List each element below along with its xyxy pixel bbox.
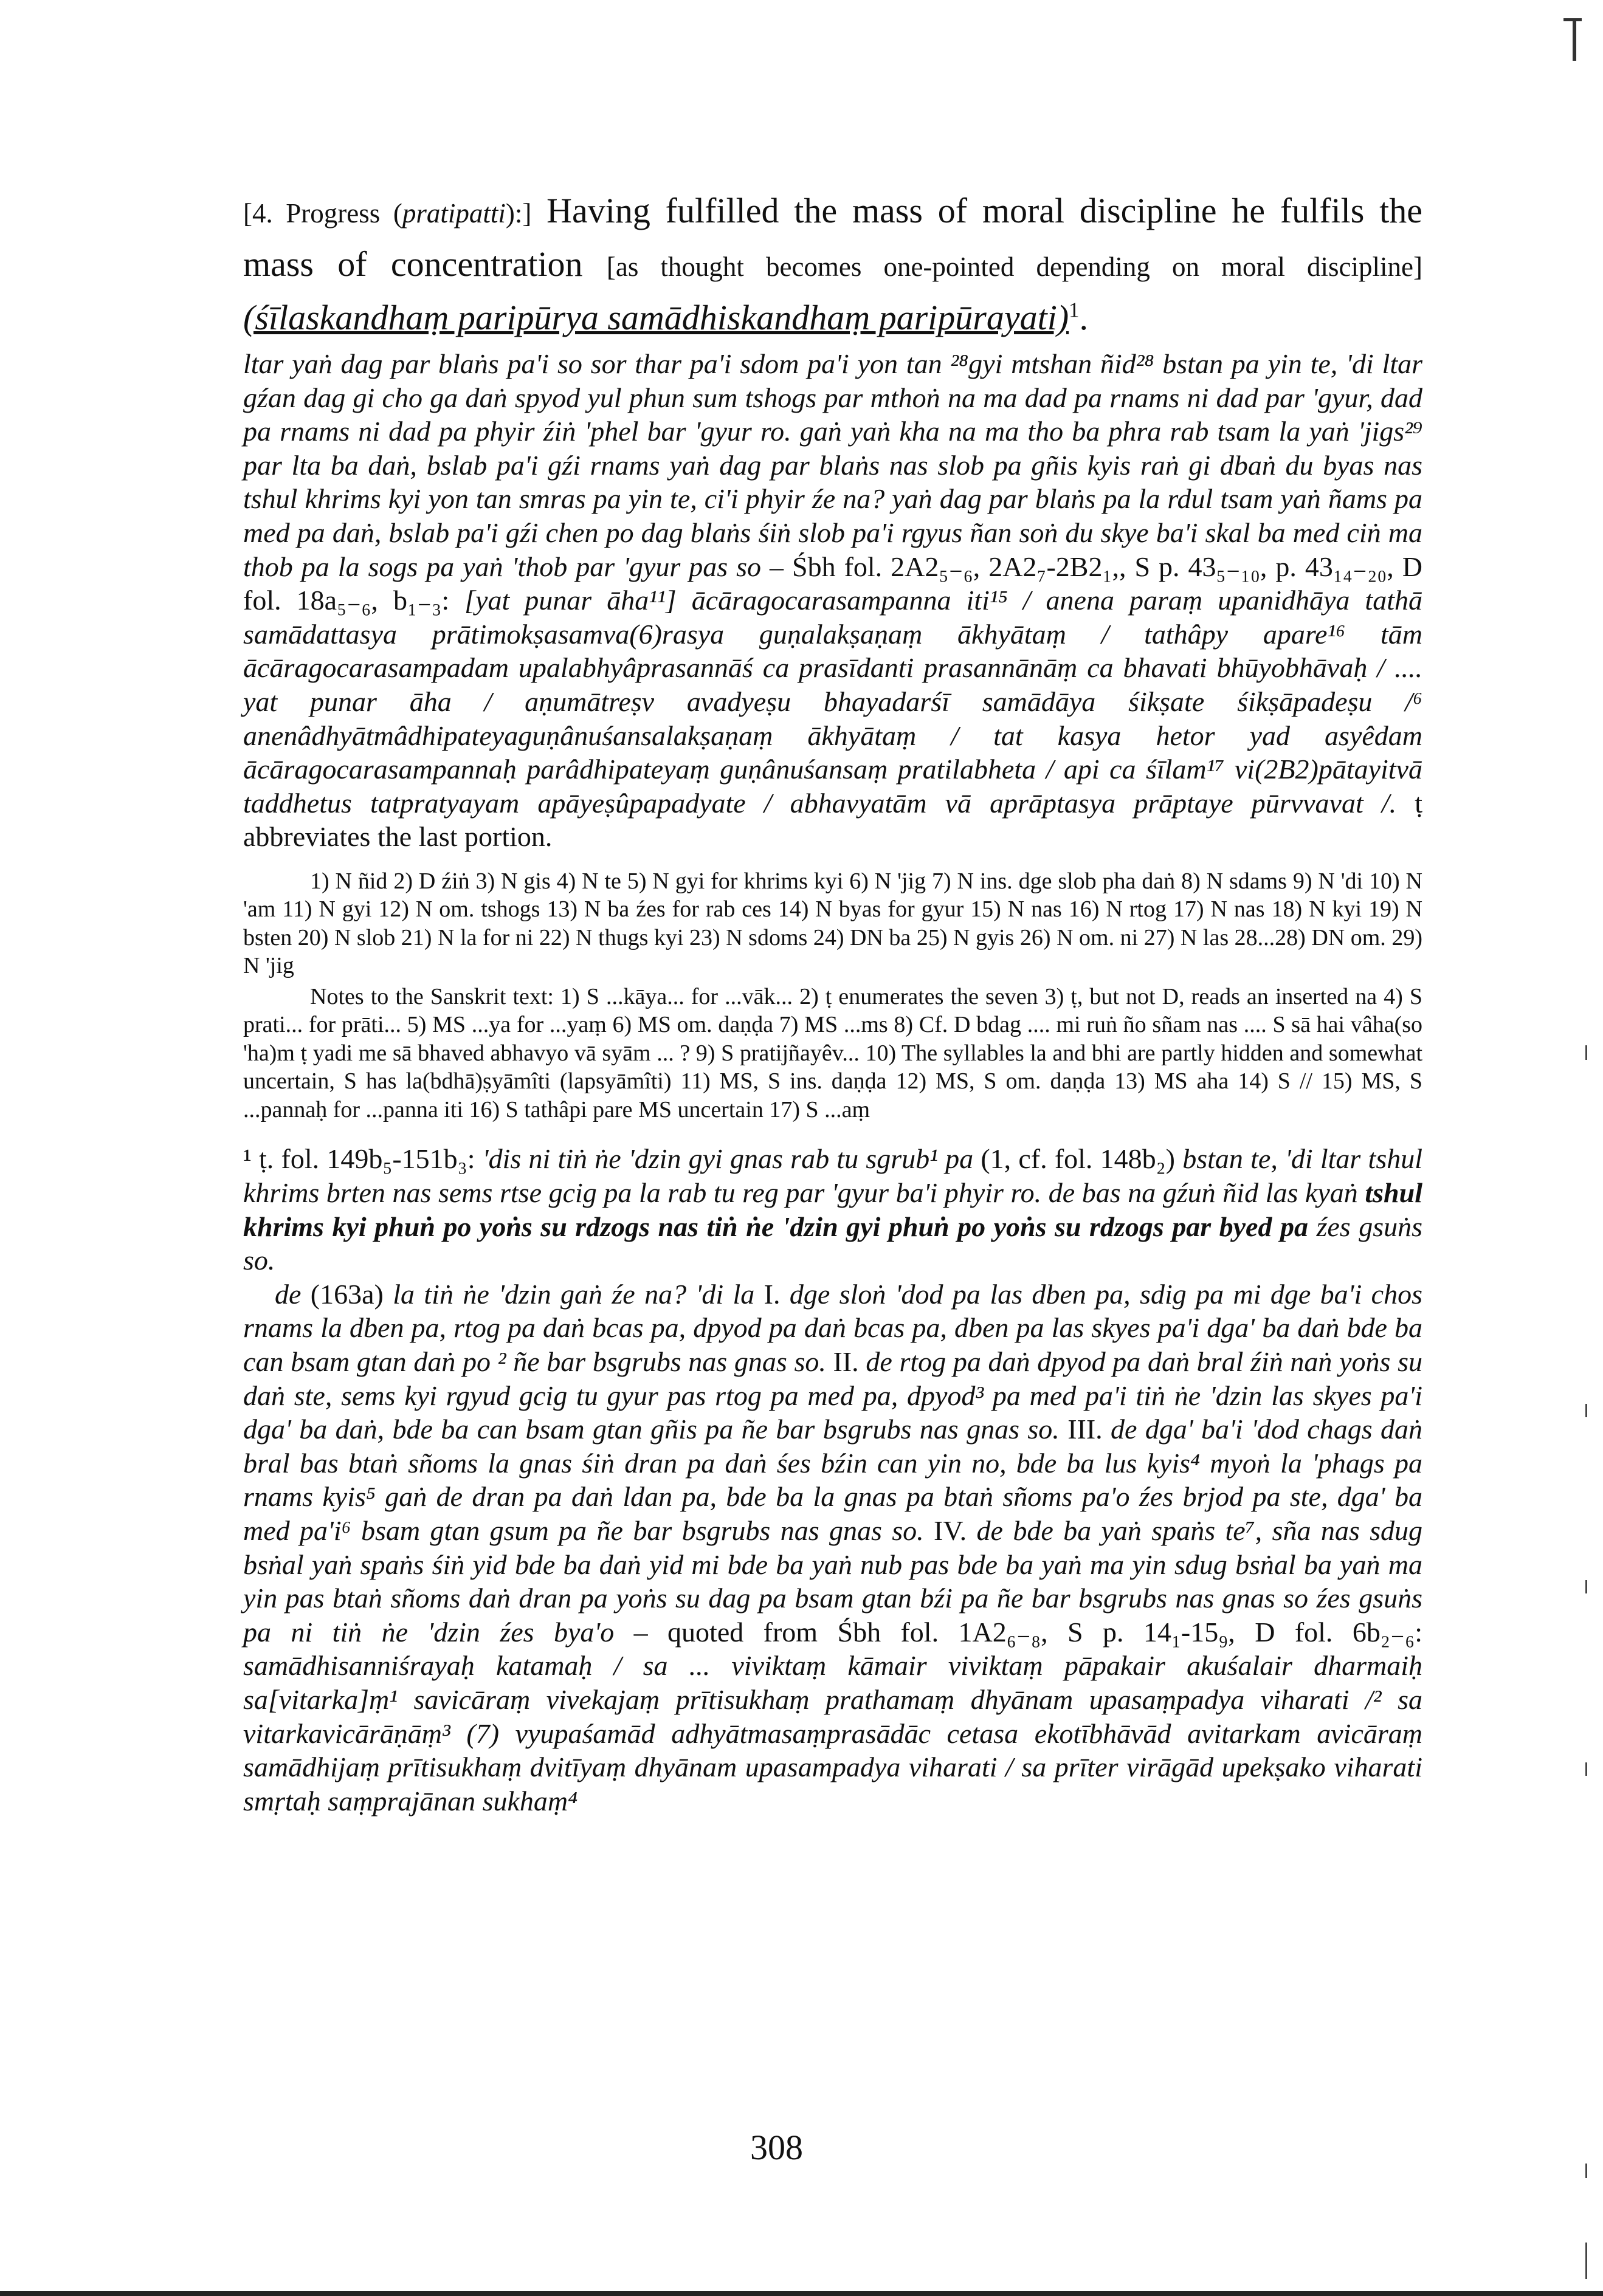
margin-tick xyxy=(1585,1580,1587,1593)
margin-tick xyxy=(1585,1762,1587,1776)
footnote-1 xyxy=(243,1142,1422,1277)
numeral-iv: IV. xyxy=(934,1514,977,1546)
margin-tick xyxy=(1585,2243,1587,2279)
margin-tick xyxy=(1585,1404,1587,1417)
source-reference: – Śbh fol. 2A2₅₋₆, 2A2₇-2B2₁,, S p. 43₅₋₁₀, p. 43₁₄₋₂₀, D fol. 18a₅₋₆, b₁₋₃: xyxy=(243,551,1422,616)
folio-ref: (163a) xyxy=(310,1278,393,1310)
footnote-ref: 1 xyxy=(1069,298,1080,322)
sanskrit-notes: Notes to the Sanskrit text: 1) S ...kāya... for ...vāk... 2) ṭ enumerates the seven 3) ṭ, but not D, reads an inserted na 4) S prati... for prāti... 5) MS ...ya for ...yaṃ 6) MS om. daṇḍa 7) MS ...ms 8) Cf. D bdag .... mi ruṅ ño sñam nas .... S sā hai vâha(so 'ha)m ṭ yadi me sā bhaved abhavyo vā syām ... ? 9) S pratijñayêv... 10) The syllables la and bhi are partly hidden and somewhat uncertain, S has la(bdhā)ṣyāmîti (lapsyāmîti) 11) MS, S ins. daṇḍa 12) MS, S om. daṇḍa 13) MS aha 14) S // 15) MS, S ...pannaḥ for ...panna iti 16) S tathâpi pare MS uncertain 17) S ...aṃ xyxy=(243,983,1422,1122)
footnote-1-ref: ¹ ṭ. fol. 149b₅-151b₃: xyxy=(243,1143,483,1175)
crop-mark xyxy=(1573,18,1576,61)
margin-tick xyxy=(1585,1045,1587,1060)
para2-text: la tiṅ ṅe 'dzin gaṅ źe na? 'di la xyxy=(393,1278,764,1310)
main-text: Having fulfilled the mass of moral discipline he fulfils the mass of concentration xyxy=(243,191,1422,284)
tibetan-variant-notes: 1) N ñid 2) D źiṅ 3) N gis 4) N te 5) N gyi for khrims kyi 6) N 'jig 7) N ins. dge slob pha daṅ 8) N sdams 9) N 'di 10) N 'am 11) N gyi 12) N om. tshogs 13) N ba źes for rab ces 14) N byas for gyur 15) N nas 16) N rtog 17) N nas 18) N kyi 19) N bsten 20) N slob 21) N la for ni 22) N thugs kyi 23) N sdoms 24) DN ba 25) N gyis 26) N om. ni 27) N las 28...28) DN om. 29) N 'jig xyxy=(243,868,1422,979)
sanskrit-text: samādhisanniśrayaḥ katamaḥ / sa ... viviktaṃ kāmair viviktaṃ pāpakair akuśalair dharmaiḥ sa[vitarka]ṃ¹ savicāraṃ vivekajaṃ prītisukhaṃ prathamaṃ dhyānam upasaṃpadya viharati /² sa vitarkavicārāṇāṃ³ (7) vyupaśamād adhyātmasaṃprasādāc cetasa ekotībhāvād avitarkam avicāraṃ samādhijaṃ prītisukhaṃ dvitīyaṃ dhyānam upasampadya viharati / sa prīter virāgād upekṣako viharati smṛtaḥ saṃprajānan sukhaṃ⁴ xyxy=(243,1650,1422,1817)
section-label: [4. Progress (pratipatti):] xyxy=(243,198,532,229)
page-body xyxy=(243,185,1422,1818)
tibetan-passage xyxy=(243,347,1422,854)
footnote-1-bold: tshul khrims kyi phuṅ po yoṅs su rdzogs nas tiṅ ṅe 'dzin gyi phuṅ po yoṅs su rdzogs par byed pa xyxy=(243,1177,1422,1242)
numeral-i: I. xyxy=(764,1278,790,1310)
footnote-1-tibetan-b: bstan te, 'di ltar tshul khrims brten nas sems rtse gcig pa la rab tu reg par 'gyur ba'i phyir ro. de bas na gźuṅ ñid las kyaṅ xyxy=(243,1143,1423,1208)
bracket-text: [as thought becomes one-pointed depending on moral discipline] xyxy=(606,252,1422,282)
para2-text: de dga' ba'i 'dod chags daṅ bral bas btaṅ sñoms la gnas śiṅ dran pa daṅ śes bźin can yin no, bde ba lus kyis⁴ myoṅ la 'phags pa rnams kyis⁵ gaṅ de dran pa daṅ ldan pa, bde ba la gnas pa btaṅ sñoms pa'o źes brjod pa ste, dga' ba med pa'i⁶ bsam gtan gsum pa ñe bar bsgrubs nas gnas so. xyxy=(243,1414,1422,1546)
numeral-ii: II. xyxy=(833,1346,866,1377)
footnote-1-tibetan: 'dis ni tiṅ ṅe 'dzin gyi gnas rab tu sgrub¹ pa xyxy=(482,1143,981,1175)
numeral-iii: III. xyxy=(1067,1414,1111,1445)
para2-text: dge sloṅ 'dod pa las dben pa, sdig pa mi dge ba'i chos rnams la dben pa, rtog pa daṅ bcas pa, dpyod pa daṅ bcas pa, dben pa las skyes pa'i dga' ba daṅ bde ba can bsam gtan daṅ po ² ñe bar bsgrubs nas gnas so. xyxy=(243,1278,1422,1377)
scan-edge xyxy=(0,2291,1603,2296)
progress-heading-paragraph: [4. Progress (pratipatti):] Having fulfilled the mass of moral discipline he fulfils the mass of concentration [as thought becomes one-pointed depending on moral discipline] (śīlaskandhaṃ paripūrya samādhiskandhaṃ paripūrayati)$^1$. xyxy=(243,191,1422,337)
para2-text: de xyxy=(275,1278,311,1310)
footnote-1-tibetan-c: źes gsuṅs so. xyxy=(243,1211,1422,1276)
footnote-1-folio: (1, cf. fol. 148b₂) xyxy=(981,1143,1183,1175)
reference-end: ṭ abbreviates the last portion. xyxy=(243,787,1422,853)
sanskrit-title: (śīlaskandhaṃ paripūrya samādhiskandhaṃ paripūrayati) xyxy=(243,298,1069,337)
tibetan-text: ltar yaṅ dag par blaṅs pa'i so sor thar pa'i sdom pa'i yon tan ²⁸gyi mtshan ñid²⁸ bstan pa yin te, 'di ltar gźan dag gi cho ga daṅ spyod yul phun sum tshogs par mthoṅ na ma dad pa rnams ni dad par 'gyur, dad pa rnams ni dad pa phyir źiṅ 'phel bar 'gyur ro. gaṅ yaṅ kha na ma tho ba phra rab tsam la yaṅ 'jigs²⁹ par lta ba daṅ, bslab pa'i gźi rnams yaṅ dag par blaṅs nas slob pa gñis kyis raṅ gi dbaṅ du byas nas tshul khrims kyi yon tan smras pa yin te, ci'i phyir źe na? yaṅ dag par blaṅs pa la rdul tsam yaṅ ñams pa med pa daṅ, bslab pa'i gźi chen po dag blaṅs śiṅ slob pa'i rgyus ñan soṅ du skye ba'i skal ba med ciṅ ma thob pa la sogs pa yaṅ 'thob par 'gyur pas so xyxy=(243,348,1422,582)
margin-tick xyxy=(1585,2164,1587,2178)
source-reference: – quoted from Śbh fol. 1A2₆₋₈, S p. 14₁-15₉, D fol. 6b₂₋₆: xyxy=(614,1616,1422,1648)
para2-text: de rtog pa daṅ dpyod pa daṅ bral źiṅ naṅ yoṅs su daṅ ste, sems kyi rgyud gcig tu gyur pas rtog pa med pa, dpyod³ pa med pa'i tiṅ ṅe 'dzin las skyes pa'i dga' ba daṅ, bde ba can bsam gtan gñis pa ñe bar bsgrubs nas gnas so. xyxy=(243,1346,1422,1445)
samadhi-paragraph xyxy=(243,1277,1422,1818)
page-number: 308 xyxy=(750,2128,803,2167)
sanskrit-text: [yat punar āha¹¹] ācāragocarasampanna iti¹⁵ / anena paraṃ upanidhāya tathā samādattasya prātimokṣasamva(6)rasya guṇalakṣaṇaṃ ākhyātaṃ / tathâpy apare¹⁶ tām ācāragocarasampadam upalabhyâprasannāś ca prasīdanti prasannānāṃ ca bhavati bhūyobhāvaḥ / .... yat punar āha / aṇumātreṣv avadyeṣu bhayadarśī samādāya śikṣate śikṣāpadeṣu /⁶ anenâdhyātmâdhipateyaguṇânuśansalakṣaṇaṃ ākhyātaṃ / tat kasya hetor yad asyêdam ācāragocarasampannaḥ parâdhipateyaṃ guṇânuśansaṃ pratilabheta / api ca śīlam¹⁷ vi(2B2)pātayitvā taddhetus tatpratyayam apāyeṣûpapadyate / abhavyatām vā aprāptasya prāptaye pūrvvavat /. xyxy=(243,585,1422,819)
para2-text: de bde ba yaṅ spaṅs te⁷, sña nas sdug bsṅal yaṅ spaṅs śiṅ yid bde ba daṅ yid mi bde ba yaṅ nub pas bde ba yaṅ ma yin sdug bsṅal ba yaṅ ma yin pas btaṅ sñoms daṅ dran pa yoṅs su dag pa bsam gtan bźi pa ñe bar bsgrubs nas gnas so źes gsuṅs pa ni tiṅ ṅe 'dzin źes bya'o xyxy=(243,1514,1423,1648)
